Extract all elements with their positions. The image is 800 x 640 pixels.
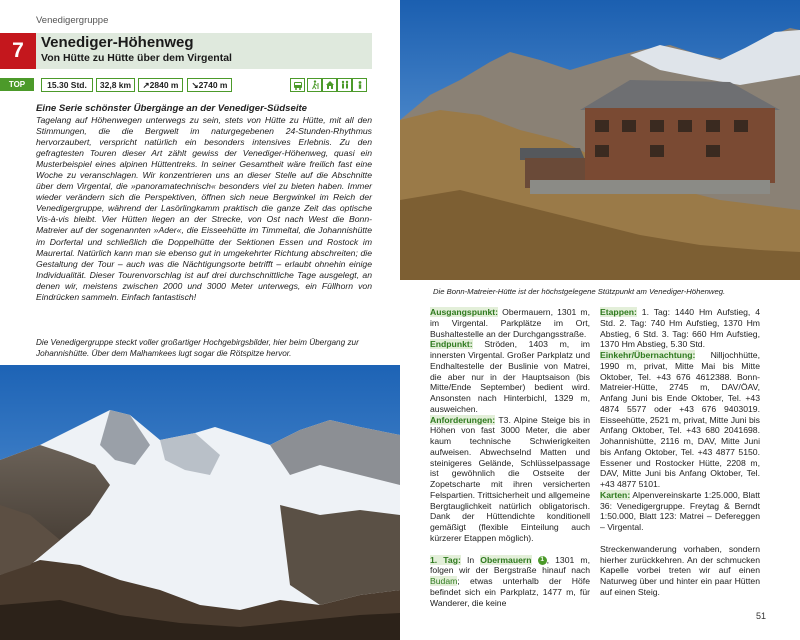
einkehr-label: Einkehr/Übernachtung: <box>600 350 696 360</box>
anforderungen-text: T3. Alpine Steige bis in Höhen von fast 3000 Meter, die aber kaum technische Schwierigkeiten aufweisen. Abwechselnd Matten und steinigeres Gelände, Schlüsselpassage ist gewöhnlich die Ostseite der Zopetscharte mit ihren versicherten Felspartien. Trittsicherheit und allgemeine Bergtauglichkeit natürlich obligatorisch. Dank der Hüttendichte konditionell gemäßigt (flexible Einteilung auch kürzerer Etappen möglich). <box>430 414 590 543</box>
karten-text: Alpenvereinskarte 1:25.000, Blatt 36: Venedigergruppe. Freytag & Berndt 1:50.000, Blatt 123: Matrei – Defereggen – Virgental. <box>600 489 760 532</box>
region-label: Venedigergruppe <box>36 15 109 26</box>
info-anforderungen <box>430 415 590 544</box>
intro-text-block <box>36 103 372 303</box>
route-place-obermauern: Obermauern <box>480 554 532 565</box>
info-column-2 <box>600 307 760 598</box>
info-etappen <box>600 307 760 350</box>
duration-stat: 15.30 Std. <box>41 78 93 92</box>
endpunkt-text: Ströden, 1403 m, im innersten Virgental. Großer Parkplatz und Endhaltestelle der Buslinie von Matrei, die aber nur in der Hauptsaison (bis Mitte/Ende September) bedient wird. Ansonsten nach Hinterbichl, 1329 m, ausweichen. <box>430 339 590 414</box>
route-day1 <box>430 555 590 609</box>
glacier-photo <box>0 365 400 640</box>
info-karten <box>600 490 760 533</box>
page-title: Venediger-Höhenweg <box>41 34 194 51</box>
top-badge: TOP <box>0 78 34 91</box>
ausgangspunkt-label: Ausgangspunkt: <box>430 307 499 317</box>
route-marker: 1 <box>538 556 547 565</box>
descent-stat: ↘2740 m <box>187 78 232 92</box>
route-place-budam: Budam <box>430 576 458 586</box>
route-text-2: ; etwas unterhalb der Höfe befindet sich ein Parkplatz, 1477 m, für Wanderer, die keine <box>430 576 590 608</box>
page-subtitle: Von Hütte zu Hütte über dem Virgental <box>41 52 232 64</box>
bus-icon <box>290 78 305 92</box>
intro-heading: Eine Serie schönster Übergänge an der Venediger-Südseite <box>36 103 308 114</box>
child-icon <box>352 78 367 92</box>
title-box <box>36 33 372 69</box>
einkehr-text: Nilljochhütte, 1990 m, privat, Mitte Mai bis Mitte Oktober, Tel. +43 676 4612388. Bonn-Matreier-Hütte, 2745 m, DAV/ÖAV, Anfang Juni bis Ende Oktober, Tel. +43 4874 5577 oder +43 676 9403019. Eisseehütte, 2521 m, privat, Mitte Juni bis Anfang Oktober, Tel. +43 680 2041698. Johannishütte, 2116 m, DAV, Mitte Juni bis Anfang Oktober, Tel. +43 4877 5150. Essener und Rostocker Hütte, 2208 m, DAV, Mitte Juni bis Anfang Oktober, Tel. +43 4877 5101. <box>600 350 760 489</box>
intro-body: Tagelang auf Höhenwegen unterwegs zu sein, stets von Hütte zu Hütte, mit all den Stimmungen, die die Bergwelt im naturgegebenen 24-Stunden-Rhythmus hervorzaubert, verspricht natürlich ein besonders intensives Erlebnis. Zu den gefragtesten Touren dieser Art zählt gewiss der Venediger-Höhenweg, quasi ein Musterbeispiel eines alpinen Hüttentreks. In seiner Gesamtheit wäre freilich fast eine Woche zu veranschlagen. Wir konzentrieren uns an dieser Stelle auf die Abschnitte über dem Virgental, die »panoramatechnisch« besonders viel zu bieten haben. Immer wieder verändern sich die Perspektiven, öffnen sich neue Bergwinkel im Reich der Venedigergruppe, während der Lasörlingkamm praktisch die ganze Zeit das optische Vis-à-vis bleibt. Vier Hütten liegen an der Strecke, von Ost nach West die Bonn-Matreier auf der sogenannten »Ader«, die Eisseehütte im Timmeltal, die Johannishütte im Dorfertal und schließlich die Doppelhütte der Sektionen Essen und Rostock im Maurertal. Natürlich kann man sie ebenso gut in umgekehrter Richtung abschreiten; die Gestaltung der Tour – auch was die Nächtigungsorte betrifft – erlaubt ohnehin einige Individualität. Dieser Tourenvorschlag ist auf drei durchschnittliche Tage ausgelegt, an denen wir, meistens zwischen 2000 und 3000 Meter unterwegs, ein Füllhorn von Eindrücken sammeln. Einfach fantastisch! <box>36 115 372 302</box>
ascent-stat: ↗2840 m <box>138 78 183 92</box>
hut-photo <box>400 0 800 280</box>
route-text-1: , 1301 m, folgen wir der Bergstraße hinauf nach <box>430 554 590 576</box>
family-icon <box>337 78 352 92</box>
day1-label: 1. Tag: <box>430 554 461 565</box>
info-column-1 <box>430 307 590 608</box>
info-endpunkt <box>430 339 590 414</box>
hut-icon <box>322 78 337 92</box>
info-einkehr <box>600 350 760 490</box>
endpunkt-label: Endpunkt: <box>430 339 473 350</box>
photo-caption-right: Die Bonn-Matreier-Hütte ist der höchstgelegene Stützpunkt am Venediger-Höhenweg. <box>433 287 726 296</box>
right-page <box>400 0 800 640</box>
route-continuation: Streckenwanderung vorhaben, sondern hierher zurückkehren. An der schmucken Kapelle vorbei treten wir auf einen Naturweg über und hinter ein paar Hütten auf einen Steig. <box>600 543 760 597</box>
karten-label: Karten: <box>600 489 631 500</box>
distance-stat: 32,8 km <box>96 78 135 92</box>
etappen-text: 1. Tag: 1440 Hm Aufstieg, 4 Std. 2. Tag: 740 Hm Aufstieg, 1370 Hm Abstieg, 6 Std. 3. Tag: 660 Hm Aufstieg, 1370 Hm Abstieg, 5.30 Std. <box>600 307 760 350</box>
anforderungen-label: Anforderungen: <box>430 414 496 425</box>
tour-number: 7 <box>0 33 36 69</box>
photo-caption-left: Die Venedigergruppe steckt voller großartiger Hochgebirgsbilder, hier beim Übergang zur Johannishütte. Über dem Malhamkees lugt sogar die Rötspitze hervor. <box>36 338 359 358</box>
ausgangspunkt-text: Obermauern, 1301 m, im Virgental. Parkplätze im Ort, Bushaltestelle an der Durchgangsstraße. <box>430 307 590 339</box>
etappen-label: Etappen: <box>600 307 637 317</box>
page-number: 51 <box>756 611 767 621</box>
info-ausgangspunkt <box>430 307 590 339</box>
route-in: In <box>460 554 481 565</box>
hiking-icon <box>307 78 322 92</box>
